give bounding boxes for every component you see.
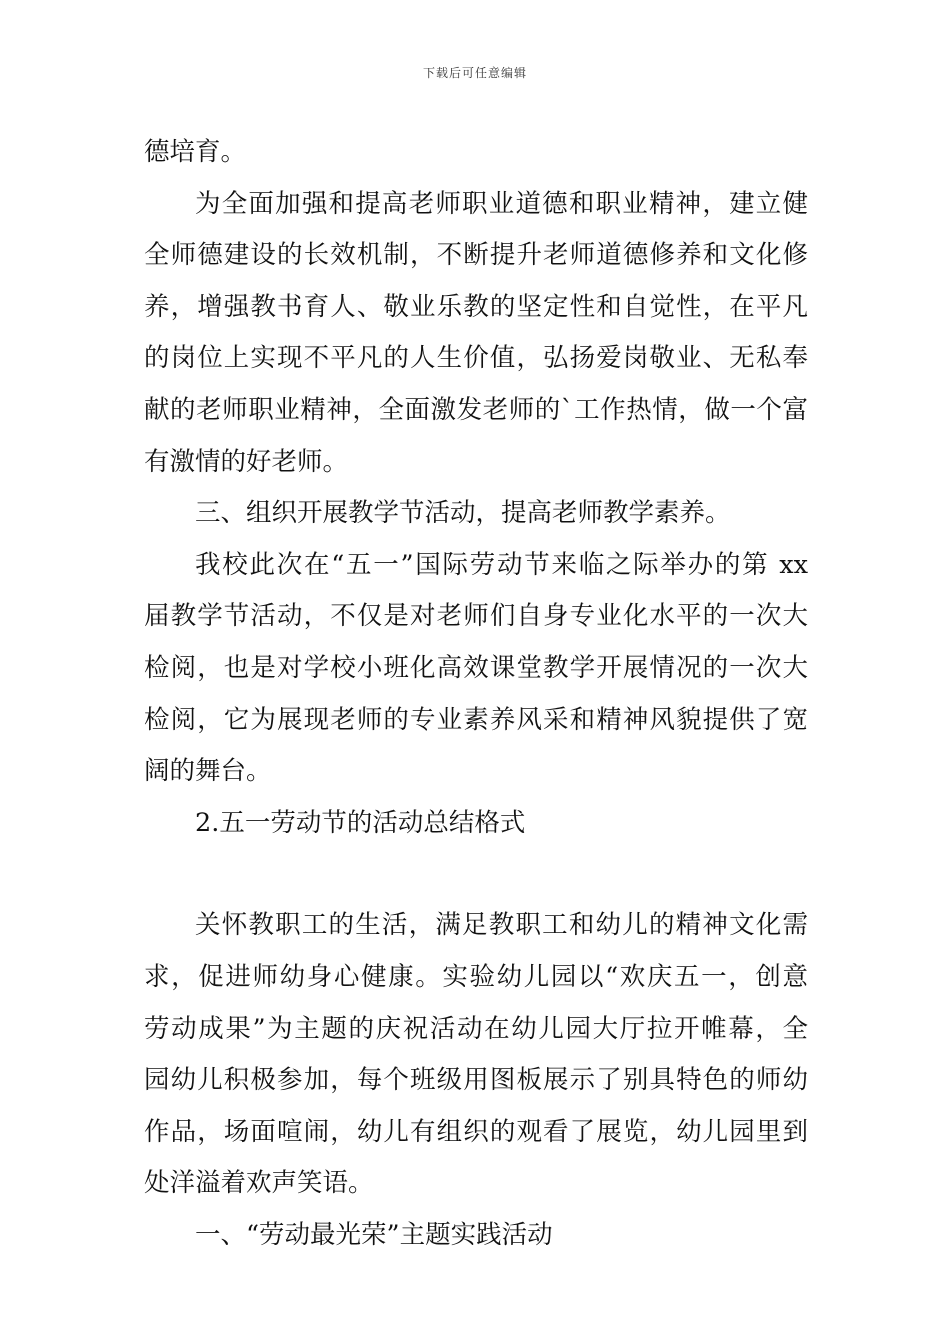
text-line: 三、组织开展教学节活动，提高老师教学素养。 — [195, 498, 731, 529]
text-line: 的岗位上实现不平凡的人生价值，弘扬爱岗敬业、无私奉 — [144, 343, 808, 374]
document-body — [144, 127, 808, 1261]
paragraph-teaching-festival — [144, 540, 808, 798]
section-heading-teaching-festival — [144, 488, 808, 540]
text-line: 2.五一劳动节的活动总结格式 — [195, 807, 526, 838]
header-note: 下载后可任意编辑 — [422, 66, 527, 80]
paragraph-teacher-ethics — [144, 179, 808, 489]
text-line: 求，促进师幼身心健康。实验幼儿园以“欢庆五一，创意 — [144, 961, 808, 992]
text-line: 德培育。 — [144, 137, 247, 167]
section-title-summary-format — [144, 798, 808, 850]
text-line: 养，增强教书育人、敬业乐教的坚定性和自觉性，在平凡 — [144, 291, 808, 322]
text-line: 关怀教职工的生活，满足教职工和幼儿的精神文化需 — [195, 910, 808, 941]
text-line: 检阅，它为展现老师的专业素养风采和精神风貌提供了宽 — [144, 704, 808, 735]
text-line: 作品，场面喧闹，幼儿有组织的观看了展览，幼儿园里到 — [144, 1116, 808, 1147]
text-line: 劳动成果”为主题的庆祝活动在幼儿园大厅拉开帷幕，全 — [144, 1013, 808, 1044]
paragraph-kindergarten-celebration — [144, 900, 808, 1210]
text-line: 献的老师职业精神，全面激发老师的`工作热情，做一个富 — [144, 394, 808, 425]
text-line: 园幼儿积极参加，每个班级用图板展示了别具特色的师幼 — [144, 1065, 808, 1096]
text-line: 一、“劳动最光荣”主题实践活动 — [195, 1219, 553, 1250]
text-line: 全师德建设的长效机制，不断提升老师道德修养和文化修 — [144, 240, 808, 271]
text-line: 检阅，也是对学校小班化高效课堂教学开展情况的一次大 — [144, 652, 808, 683]
text-line: 有激情的好老师。 — [144, 446, 349, 477]
section-heading-labor-activity — [144, 1210, 808, 1262]
text-line: 为全面加强和提高老师职业道德和职业精神，建立健 — [195, 188, 808, 219]
text-line: 阔的舞台。 — [144, 756, 272, 787]
text-line: 我校此次在“五一”国际劳动节来临之际举办的第 xx — [195, 549, 808, 580]
text-line: 届教学节活动，不仅是对老师们自身专业化水平的一次大 — [144, 601, 808, 632]
text-line: 处洋溢着欢声笑语。 — [144, 1168, 374, 1199]
paragraph-continuation — [144, 127, 808, 179]
blank-line — [144, 849, 808, 900]
